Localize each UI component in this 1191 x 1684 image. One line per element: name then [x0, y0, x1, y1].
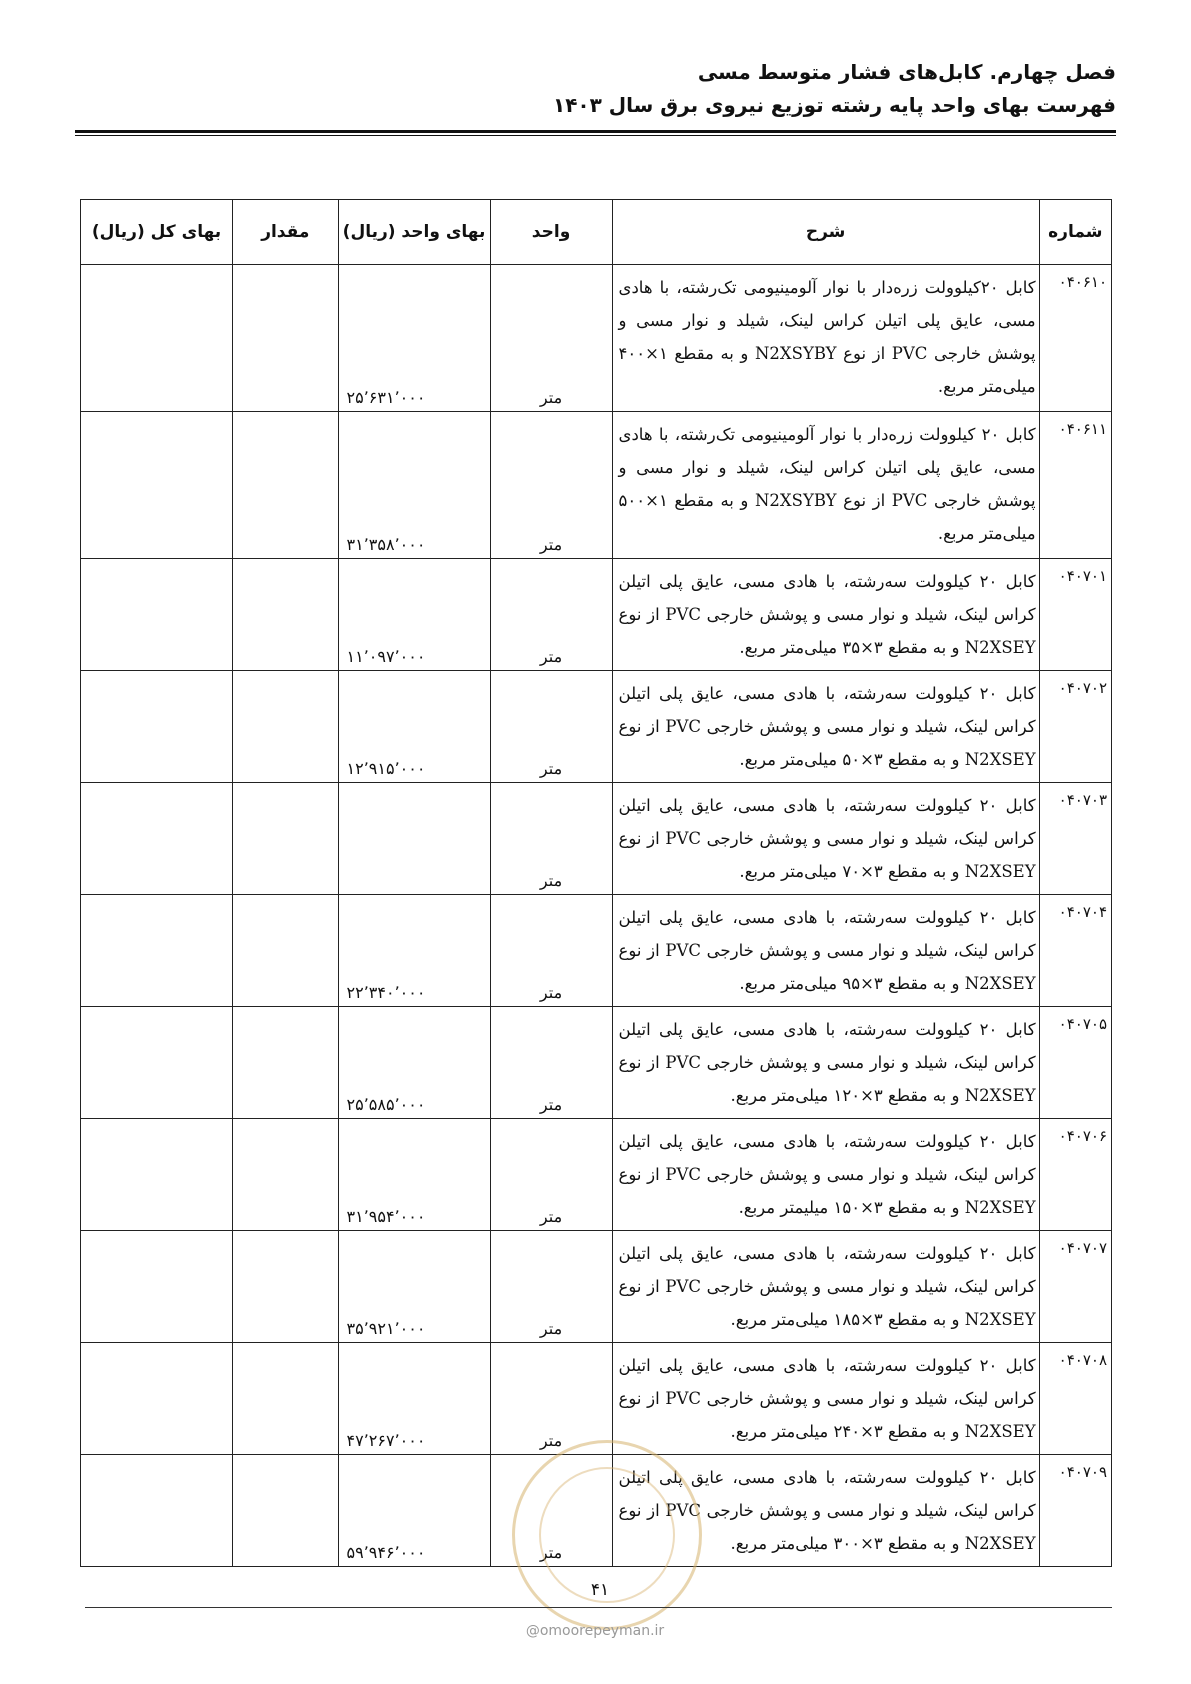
item-unit-price: ۱۱٬۰۹۷٬۰۰۰: [338, 559, 490, 671]
item-total[interactable]: [81, 671, 233, 783]
item-total[interactable]: [81, 895, 233, 1007]
col-header-code: شماره: [1039, 200, 1111, 265]
document-subtitle: فهرست بهای واحد پایه رشته توزیع نیروی برق سال ۱۴۰۳: [553, 93, 1116, 117]
item-code: ۰۴۰۷۰۷: [1039, 1231, 1111, 1343]
item-code: ۰۴۰۶۱۰: [1039, 265, 1111, 412]
table-row: [81, 895, 1112, 1007]
item-code: ۰۴۰۷۰۳: [1039, 783, 1111, 895]
item-description: کابل ۲۰ کیلوولت سه‌رشته، با هادی مسی، عایق پلی اتیلن کراس لینک، شیلد و نوار مسی و پوشش خارجی PVC از نوع N2XSEY و به مقطع ۳×۹۵ میلی‌متر مربع.: [612, 895, 1039, 1007]
col-header-unit-price: بهای واحد (ریال): [338, 200, 490, 265]
chapter-title: فصل چهارم. کابل‌های فشار متوسط مسی: [697, 60, 1116, 84]
item-unit: متر: [490, 1455, 612, 1567]
item-unit-price: ۳۱٬۹۵۴٬۰۰۰: [338, 1119, 490, 1231]
item-total[interactable]: [81, 412, 233, 559]
item-unit: متر: [490, 1007, 612, 1119]
item-unit: متر: [490, 1119, 612, 1231]
item-qty[interactable]: [233, 265, 338, 412]
item-unit-price: ۵۹٬۹۴۶٬۰۰۰: [338, 1455, 490, 1567]
col-header-qty: مقدار: [233, 200, 338, 265]
item-unit: متر: [490, 1343, 612, 1455]
price-table: [80, 199, 1112, 1567]
table-row: [81, 1119, 1112, 1231]
item-qty[interactable]: [233, 783, 338, 895]
item-unit-price: ۲۲٬۳۴۰٬۰۰۰: [338, 895, 490, 1007]
watermark-seal-icon: [512, 1440, 702, 1630]
item-description: کابل ۲۰ کیلوولت سه‌رشته، با هادی مسی، عایق پلی اتیلن کراس لینک، شیلد و نوار مسی و پوشش خارجی PVC از نوع N2XSEY و به مقطع ۳×۱۵۰ میلیمتر مربع.: [612, 1119, 1039, 1231]
item-unit: متر: [490, 895, 612, 1007]
item-unit: متر: [490, 783, 612, 895]
header-rule-thick: [75, 130, 1116, 133]
item-total[interactable]: [81, 1343, 233, 1455]
page-header: [75, 58, 1116, 120]
item-unit-price: ۲۵٬۵۸۵٬۰۰۰: [338, 1007, 490, 1119]
item-qty[interactable]: [233, 671, 338, 783]
item-code: ۰۴۰۷۰۲: [1039, 671, 1111, 783]
table-row: [81, 1343, 1112, 1455]
item-unit: متر: [490, 265, 612, 412]
item-description: کابل ۲۰ کیلوولت سه‌رشته، با هادی مسی، عایق پلی اتیلن کراس لینک، شیلد و نوار مسی و پوشش خارجی PVC از نوع N2XSEY و به مقطع ۳×۳۵ میلی‌متر مربع.: [612, 559, 1039, 671]
item-code: ۰۴۰۷۰۵: [1039, 1007, 1111, 1119]
table-row: [81, 783, 1112, 895]
item-description: کابل ۲۰ کیلوولت زره‌دار با نوار آلومینیومی تک‌رشته، با هادی مسی، عایق پلی اتیلن کراس لینک، شیلد و نوار مسی و پوشش خارجی PVC از نوع N2XSYBY و به مقطع ۱×۵۰۰ میلی‌متر مربع.: [612, 412, 1039, 559]
item-description: کابل ۲۰ کیلوولت سه‌رشته، با هادی مسی، عایق پلی اتیلن کراس لینک، شیلد و نوار مسی و پوشش خارجی PVC از نوع N2XSEY و به مقطع ۳×۵۰ میلی‌متر مربع.: [612, 671, 1039, 783]
item-unit-price: ۱۲٬۹۱۵٬۰۰۰: [338, 671, 490, 783]
header-rule-thin: [75, 135, 1116, 136]
item-code: ۰۴۰۷۰۸: [1039, 1343, 1111, 1455]
item-code: ۰۴۰۷۰۴: [1039, 895, 1111, 1007]
item-total[interactable]: [81, 1455, 233, 1567]
item-unit: متر: [490, 671, 612, 783]
item-unit-price: ۲۵٬۶۳۱٬۰۰۰: [338, 265, 490, 412]
item-description: کابل ۲۰ کیلوولت سه‌رشته، با هادی مسی، عایق پلی اتیلن کراس لینک، شیلد و نوار مسی و پوشش خارجی PVC از نوع N2XSEY و به مقطع ۳×۷۰ میلی‌متر مربع.: [612, 783, 1039, 895]
table-row: [81, 671, 1112, 783]
footer-rule: [85, 1607, 1112, 1608]
page-number: ۴۱: [590, 1580, 610, 1600]
col-header-total: بهای کل (ریال): [81, 200, 233, 265]
item-qty[interactable]: [233, 412, 338, 559]
item-qty[interactable]: [233, 1231, 338, 1343]
item-description: کابل ۲۰ کیلوولت سه‌رشته، با هادی مسی، عایق پلی اتیلن کراس لینک، شیلد و نوار مسی و پوشش خارجی PVC از نوع N2XSEY و به مقطع ۳×۱۸۵ میلی‌متر مربع.: [612, 1231, 1039, 1343]
item-total[interactable]: [81, 265, 233, 412]
item-code: ۰۴۰۷۰۱: [1039, 559, 1111, 671]
item-unit: متر: [490, 412, 612, 559]
item-qty[interactable]: [233, 559, 338, 671]
item-description: کابل ۲۰ کیلوولت سه‌رشته، با هادی مسی، عایق پلی اتیلن کراس لینک، شیلد و نوار مسی و پوشش خارجی PVC از نوع N2XSEY و به مقطع ۳×۳۰۰ میلی‌متر مربع.: [612, 1455, 1039, 1567]
item-code: ۰۴۰۷۰۶: [1039, 1119, 1111, 1231]
table-row: [81, 1007, 1112, 1119]
table-row: [81, 559, 1112, 671]
item-unit-price: ۳۱٬۳۵۸٬۰۰۰: [338, 412, 490, 559]
table-header-row: [81, 200, 1112, 265]
item-description: کابل ۲۰ کیلوولت سه‌رشته، با هادی مسی، عایق پلی اتیلن کراس لینک، شیلد و نوار مسی و پوشش خارجی PVC از نوع N2XSEY و به مقطع ۳×۱۲۰ میلی‌متر مربع.: [612, 1007, 1039, 1119]
price-table-container: [80, 199, 1112, 1567]
item-total[interactable]: [81, 1007, 233, 1119]
table-row: [81, 265, 1112, 412]
table-row: [81, 1231, 1112, 1343]
website-watermark: @omoorepeyman.ir: [525, 1623, 665, 1639]
item-unit: متر: [490, 559, 612, 671]
item-total[interactable]: [81, 1231, 233, 1343]
item-qty[interactable]: [233, 895, 338, 1007]
item-qty[interactable]: [233, 1119, 338, 1231]
item-qty[interactable]: [233, 1007, 338, 1119]
item-unit-price: [338, 783, 490, 895]
item-unit: متر: [490, 1231, 612, 1343]
col-header-unit: واحد: [490, 200, 612, 265]
item-description: کابل ۲۰کیلوولت زره‌دار با نوار آلومینیومی تک‌رشته، با هادی مسی، عایق پلی اتیلن کراس لینک، شیلد و نوار مسی و پوشش خارجی PVC از نوع N2XSYBY و به مقطع ۱×۴۰۰ میلی‌متر مربع.: [612, 265, 1039, 412]
table-row: [81, 412, 1112, 559]
item-total[interactable]: [81, 1119, 233, 1231]
item-code: ۰۴۰۷۰۹: [1039, 1455, 1111, 1567]
item-code: ۰۴۰۶۱۱: [1039, 412, 1111, 559]
item-unit-price: ۴۷٬۲۶۷٬۰۰۰: [338, 1343, 490, 1455]
item-total[interactable]: [81, 783, 233, 895]
item-unit-price: ۳۵٬۹۲۱٬۰۰۰: [338, 1231, 490, 1343]
col-header-desc: شرح: [612, 200, 1039, 265]
item-qty[interactable]: [233, 1343, 338, 1455]
item-total[interactable]: [81, 559, 233, 671]
item-description: کابل ۲۰ کیلوولت سه‌رشته، با هادی مسی، عایق پلی اتیلن کراس لینک، شیلد و نوار مسی و پوشش خارجی PVC از نوع N2XSEY و به مقطع ۳×۲۴۰ میلی‌متر مربع.: [612, 1343, 1039, 1455]
item-qty[interactable]: [233, 1455, 338, 1567]
